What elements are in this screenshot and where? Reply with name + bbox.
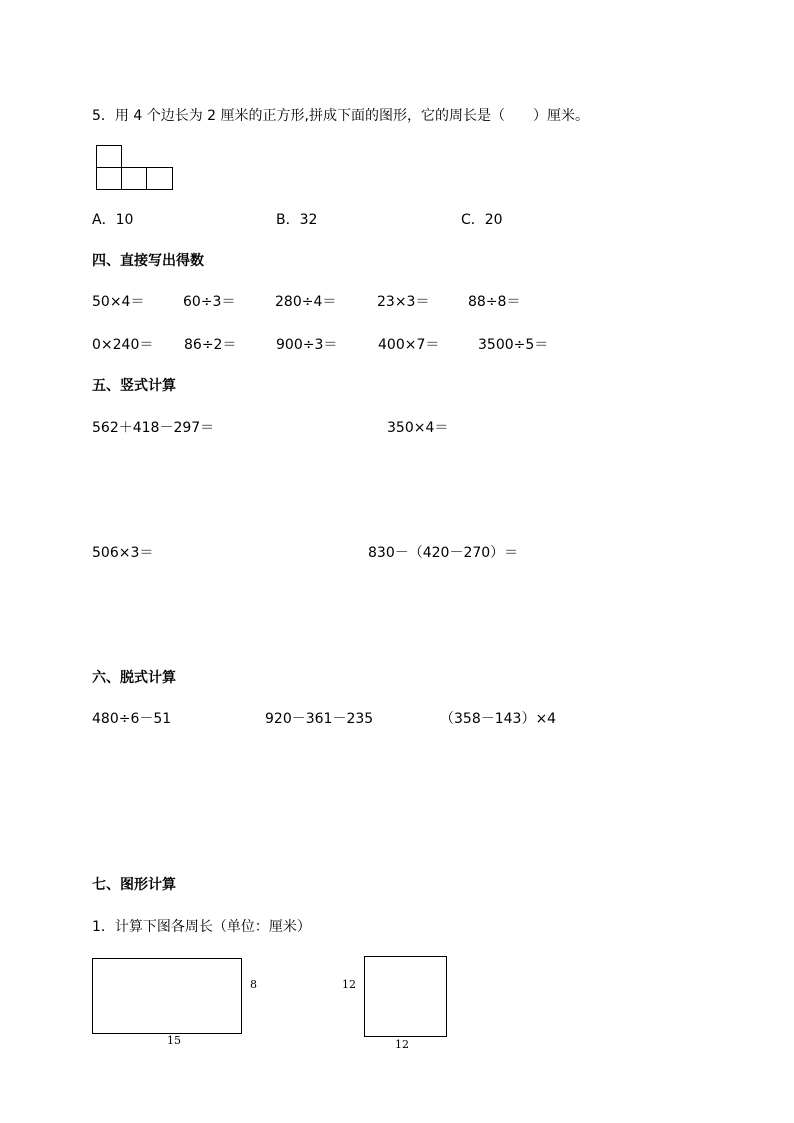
- section4-title: 四、直接写出得数: [92, 253, 204, 269]
- q5-question: 5．用 4 个边长为 2 厘米的正方形,拼成下面的图形，它的周长是（ ）厘米。: [92, 108, 589, 124]
- q5-square-top: [96, 145, 122, 168]
- mental-math-item: 3500÷5＝: [478, 337, 549, 353]
- q5-option-b: B．32: [276, 212, 318, 228]
- mental-math-item: 60÷3＝: [183, 294, 236, 310]
- square-bottom-label: 12: [395, 1038, 409, 1051]
- vertical-calc-item: 562＋418－297＝: [92, 420, 215, 436]
- q5-square-3: [146, 167, 173, 190]
- mental-math-item: 50×4＝: [92, 294, 145, 310]
- q5-option-c: C．20: [461, 212, 503, 228]
- vertical-calc-item: 506×3＝: [92, 545, 154, 561]
- mental-math-item: 88÷8＝: [468, 294, 521, 310]
- mental-math-item: 0×240＝: [92, 337, 154, 353]
- q5-square-2: [121, 167, 147, 190]
- mental-math-item: 86÷2＝: [184, 337, 237, 353]
- step-calc-item: （358－143）×4: [440, 711, 557, 727]
- vertical-calc-item: 350×4＝: [387, 420, 449, 436]
- section5-title: 五、竖式计算: [92, 378, 176, 394]
- rectangle-width-label: 15: [167, 1034, 181, 1047]
- square-shape: [364, 956, 447, 1037]
- mental-math-item: 280÷4＝: [275, 294, 337, 310]
- q5-square-1: [96, 167, 122, 190]
- vertical-calc-item: 830－（420－270）＝: [368, 545, 519, 561]
- mental-math-item: 23×3＝: [377, 294, 430, 310]
- mental-math-item: 400×7＝: [378, 337, 440, 353]
- section7-question: 1．计算下图各周长（单位：厘米）: [92, 919, 311, 935]
- section6-title: 六、脱式计算: [92, 670, 176, 686]
- q5-option-a: A．10: [92, 212, 134, 228]
- section7-title: 七、图形计算: [92, 877, 176, 893]
- step-calc-item: 920－361－235: [265, 711, 374, 727]
- square-side-label: 12: [342, 978, 356, 991]
- rectangle-shape: [92, 958, 242, 1034]
- rectangle-height-label: 8: [250, 978, 257, 991]
- mental-math-item: 900÷3＝: [276, 337, 338, 353]
- step-calc-item: 480÷6－51: [92, 711, 172, 727]
